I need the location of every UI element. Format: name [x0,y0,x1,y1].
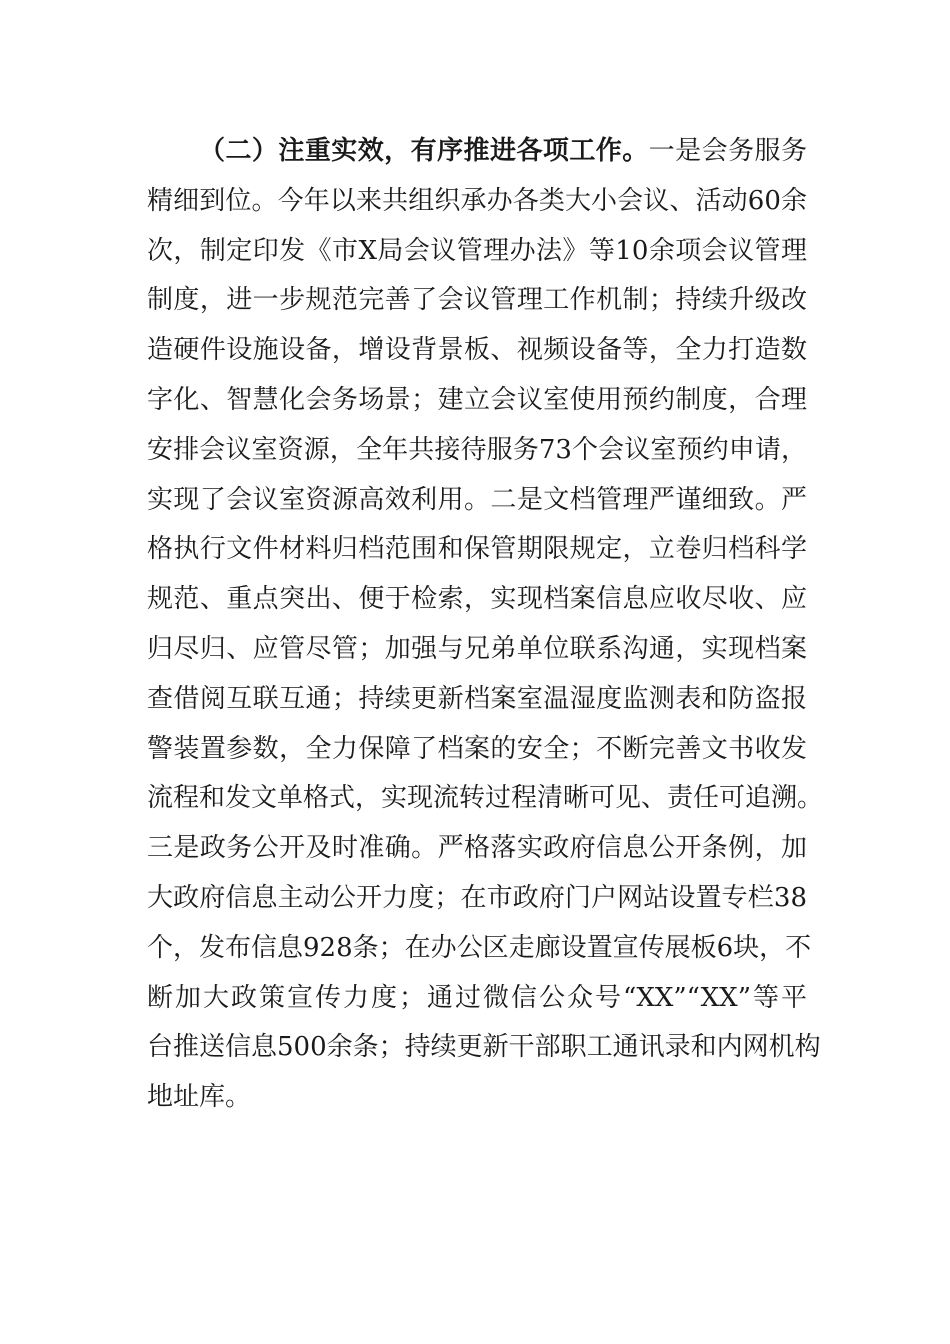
paragraph-line: 三是政务公开及时准确。严格落实政府信息公开条例，加 [147,833,807,864]
paragraph-line: 规范、重点突出、便于检索，实现档案信息应收尽收、应 [147,584,807,615]
paragraph-line: 台推送信息500余条；持续更新干部职工通讯录和内网机构 [147,1032,821,1063]
paragraph-line: 实现了会议室资源高效利用。二是文档管理严谨细致。严 [147,484,807,515]
paragraph-line: 查借阅互联互通；持续更新档案室温湿度监测表和防盗报 [147,683,807,714]
paragraph-line: 大政府信息主动公开力度；在市政府门户网站设置专栏38 [147,882,807,913]
paragraph-line: 地址库。 [147,1082,252,1113]
paragraph-line: 造硬件设施设备，增设背景板、视频设备等，全力打造数 [147,335,807,366]
paragraph-line: 精细到位。今年以来共组织承办各类大小会议、活动60余 [147,185,807,216]
paragraph-line: 安排会议室资源，全年共接待服务73个会议室预约申请， [147,434,807,465]
paragraph-line: 制度，进一步规范完善了会议管理工作机制；持续升级改 [147,285,807,316]
paragraph-line: 流程和发文单格式，实现流转过程清晰可见、责任可追溯。 [147,783,824,814]
paragraph-line: 格执行文件材料归档范围和保管期限规定，立卷归档科学 [147,534,807,565]
paragraph-line: 字化、智慧化会务场景；建立会议室使用预约制度，合理 [147,384,807,415]
paragraph-line: 个，发布信息928条；在办公区走廊设置宣传展板6块，不 [147,932,812,963]
section-heading: （二）注重实效，有序推进各项工作。 [199,136,649,166]
paragraph-line: 警装置参数，全力保障了档案的安全；不断完善文书收发 [147,733,807,764]
paragraph-line: 归尽归、应管尽管；加强与兄弟单位联系沟通，实现档案 [147,633,807,664]
paragraph-text: 一是会务服务 [648,136,807,166]
paragraph-line: 断加大政策宣传力度；通过微信公众号“XX”“XX”等平 [147,982,807,1013]
body-paragraph [147,127,824,1123]
paragraph-line-1 [147,127,807,177]
paragraph-line: 次，制定印发《市X局会议管理办法》等10余项会议管理 [147,235,807,266]
